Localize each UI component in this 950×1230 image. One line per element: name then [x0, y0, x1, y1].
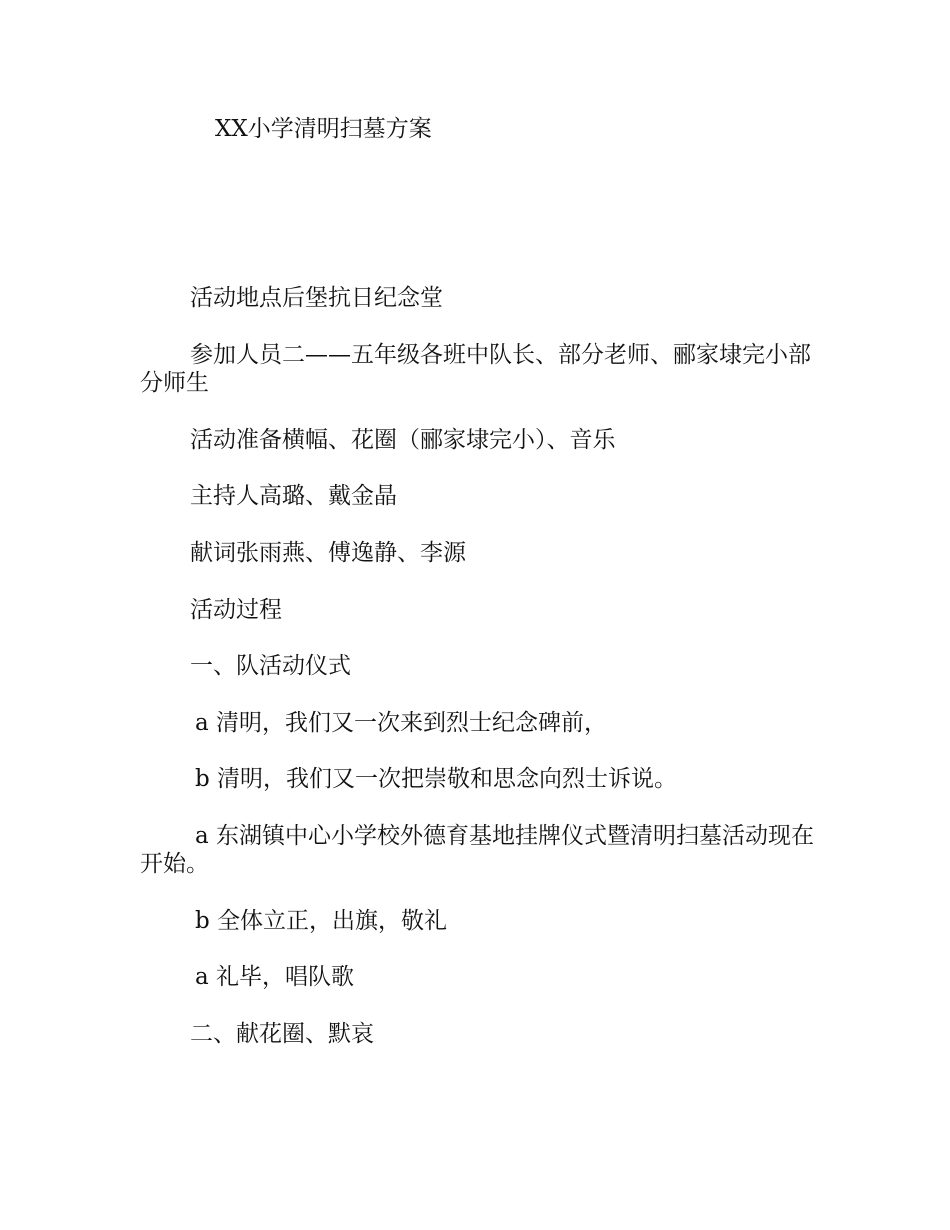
- document-title: XX小学清明扫墓方案: [215, 116, 432, 142]
- paragraph-location: 活动地点后堡抗日纪念堂: [190, 285, 443, 311]
- paragraph-section-two: 二、献花圈、默哀: [190, 1021, 374, 1047]
- paragraph-line-a2: a 东湖镇中心小学校外德育基地挂牌仪式暨清明扫墓活动现在开始。: [140, 823, 815, 877]
- paragraph-line-a3: a 礼毕，唱队歌: [195, 964, 355, 990]
- paragraph-participants: 参加人员二——五年级各班中队长、部分老师、郦家埭完小部分师生: [140, 342, 811, 396]
- paragraph-section-one: 一、队活动仪式: [190, 653, 351, 679]
- paragraph-speakers: 献词张雨燕、傅逸静、李源: [190, 540, 466, 566]
- paragraph-process-heading: 活动过程: [190, 597, 282, 623]
- paragraph-line-a1: a 清明，我们又一次来到烈士纪念碑前，: [195, 710, 608, 736]
- paragraph-hosts: 主持人高璐、戴金晶: [190, 483, 397, 509]
- paragraph-line-b1: b 清明，我们又一次把崇敬和思念向烈士诉说。: [195, 766, 678, 792]
- paragraph-line-b2: b 全体立正，出旗，敬礼: [195, 908, 448, 934]
- paragraph-preparation: 活动准备横幅、花圈（郦家埭完小）、音乐: [190, 427, 616, 453]
